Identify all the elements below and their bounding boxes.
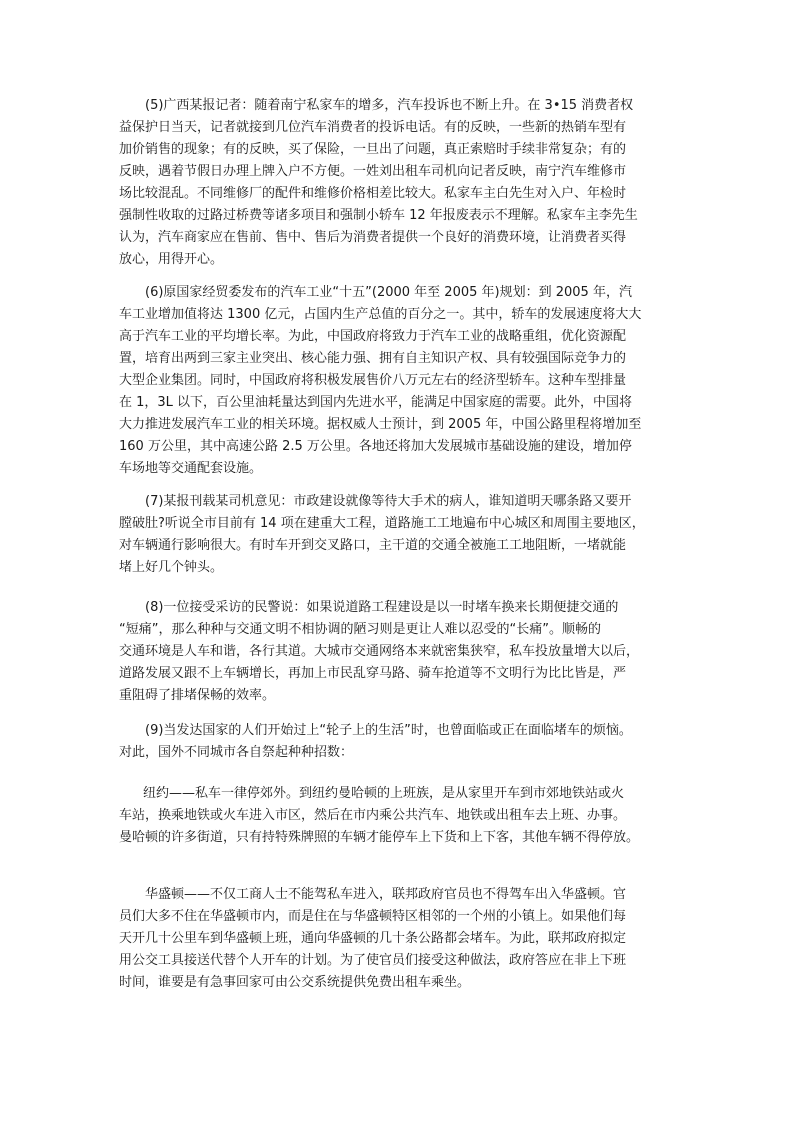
text-line: 对此，国外不同城市各自祭起种种招数： [119,745,354,760]
text-line: 益保护日当天，记者就接到几位汽车消费者的投诉电话。有的反映，一些新的热销车型有 [119,120,627,135]
text-line: 场比较混乱。不同维修厂的配件和维修价格相差比较大。私家车主白先生对入户、年检时 [119,186,627,201]
text-line: 在 1，3L 以下，百公里油耗量达到国内先进水平，能满足中国家庭的需要。此外，中国将 [119,395,633,410]
text-line: 天开几十公里车到华盛顿上班，通向华盛顿的几十条公路都会堵车。为此，联邦政府拟定 [119,931,627,946]
text-line: 时间，谁要是有急事回家可由公交系统提供免费出租车乘坐。 [119,975,471,990]
text-line: (6)原国家经贸委发布的汽车工业“十五”(2000 年至 2005 年)规划：到 2005 年，汽 [145,285,632,300]
text-line: 置，培育出两到三家主业突出、核心能力强、拥有自主知识产权、具有较强国际竞争力的 [119,351,627,366]
text-line: (8)一位接受采访的民警说：如果说道路工程建设是以一时堵车换来长期便捷交通的 [145,600,619,615]
text-line: 大型企业集团。同时，中国政府将积极发展售价八万元左右的经济型轿车。这种车型排量 [119,373,627,388]
text-line: “短痛”，那么种种与交通文明不相协调的陋习则是更让人难以忍受的“长痛”。顺畅的 [119,622,601,637]
text-line: (9)当发达国家的人们开始过上“轮子上的生活”时，也曾面临或正在面临堵车的烦恼。 [145,723,632,738]
paragraph-washington [119,884,689,994]
paragraph-newyork [119,783,689,849]
text-line: 大力推进发展汽车工业的相关环境。据权威人士预计，到 2005 年，中国公路里程将增加至 [119,417,642,432]
text-line: 160 万公里，其中高速公路 2.5 万公里。各地还将加大发展城市基础设施的建设，增加停 [119,439,632,454]
text-line: 认为，汽车商家应在售前、售中、售后为消费者提供一个良好的消费环境，让消费者买得 [119,230,627,245]
paragraph-8 [119,597,689,707]
text-line: 曼哈顿的许多街道，只有持特殊牌照的车辆才能停车上下货和上下客，其他车辆不得停放。 [119,830,640,845]
paragraph-9 [119,720,689,764]
text-line: 道路发展又跟不上车辆增长，再加上市民乱穿马路、骑车抢道等不文明行为比比皆是，严 [119,666,627,681]
text-line: (7)某报刊载某司机意见：市政建设就像等待大手术的病人，谁知道明天哪条路又要开 [145,494,632,509]
text-line: 车场地等交通配套设施。 [119,461,263,476]
text-line: 对车辆通行影响很大。有时车开到交叉路口，主干道的交通全被施工工地阻断，一堵就能 [119,538,627,553]
text-line: 高于汽车工业的平均增长率。为此，中国政府将致力于汽车工业的战略重组，优化资源配 [119,329,627,344]
text-line: 反映，遇着节假日办理上牌入户不方便。一姓刘出租车司机向记者反映，南宁汽车维修市 [119,164,627,179]
text-line: 重阻碍了排堵保畅的效率。 [119,688,276,703]
text-line: 用公交工具接送代替个人开车的计划。为了使官员们接受这种做法，政府答应在非上下班 [119,953,627,968]
text-line: 膛破肚?听说全市目前有 14 项在建重大工程，道路施工工地遍布中心城区和周围主要地区， [119,516,645,531]
paragraph-7 [119,491,689,579]
text-line: 加价销售的现象；有的反映，买了保险，一旦出了问题，真正索赔时手续非常复杂；有的 [119,142,627,157]
paragraph-5 [119,95,689,271]
text-line: 交通环境是人车和谐，各行其道。大城市交通网络本来就密集狭窄，私车投放量增大以后， [119,644,640,659]
text-line: 堵上好几个钟头。 [119,560,224,575]
text-line: 员们大多不住在华盛顿市内，而是住在与华盛顿特区相邻的一个州的小镇上。如果他们每 [119,909,627,924]
text-line: 车站，换乘地铁或火车进入市区，然后在市内乘公共汽车、地铁或出租车去上班、办事。 [119,808,627,823]
paragraph-6 [119,282,689,480]
text-line: 放心，用得开心。 [119,252,224,267]
text-line: 强制性收取的过路过桥费等诸多项目和强制小轿车 12 年报废表示不理解。私家车主李先生 [119,208,638,223]
text-line: 车工业增加值将达 1300 亿元，占国内生产总值的百分之一。其中，轿车的发展速度将大大 [119,307,642,322]
text-line: 华盛顿——不仅工商人士不能驾私车进入，联邦政府官员也不得驾车出入华盛顿。官 [145,887,627,902]
text-line: (5)广西某报记者：随着南宁私家车的增多，汽车投诉也不断上升。在 3•15 消费者权 [145,98,634,113]
text-line: 纽约——私车一律停郊外。到纽约曼哈顿的上班族，是从家里开车到市郊地铁站或火 [143,786,625,801]
